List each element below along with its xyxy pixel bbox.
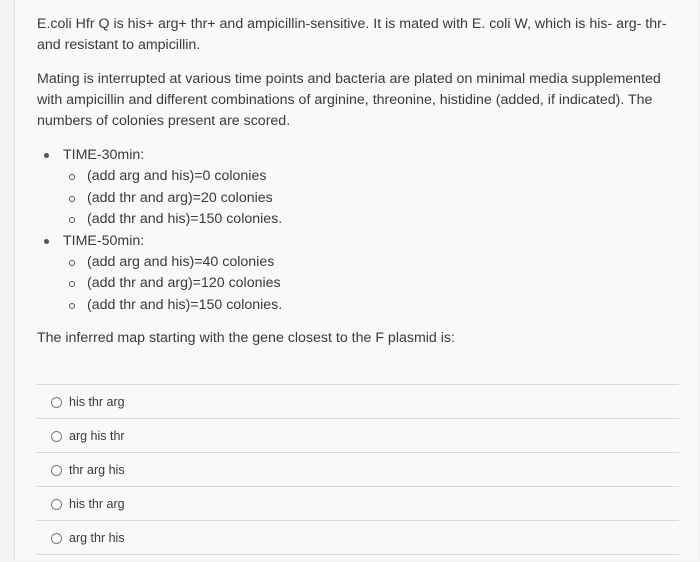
radio-button[interactable]: [51, 533, 62, 544]
answer-option-1[interactable]: [37, 384, 679, 418]
time-item: [37, 145, 677, 231]
result-item: (add arg and his)=0 colonies: [63, 166, 677, 188]
time-item: [37, 231, 677, 317]
result-sublist: [63, 166, 677, 231]
result-item: (add arg and his)=40 colonies: [63, 252, 677, 274]
radio-button[interactable]: [51, 397, 62, 408]
time-label: TIME-50min:: [63, 232, 145, 249]
answer-options: [37, 384, 679, 555]
result-item: (add thr and arg)=20 colonies: [63, 188, 677, 210]
answer-option-2[interactable]: [37, 418, 679, 452]
time-label: TIME-30min:: [63, 147, 145, 163]
answer-option-4[interactable]: [37, 486, 679, 520]
answer-label: thr arg his: [69, 463, 125, 477]
question-prompt: The inferred map starting with the gene closest to the F plasmid is:: [37, 330, 455, 346]
result-item: (add thr and arg)=120 colonies: [63, 273, 677, 295]
results-list: [37, 145, 677, 316]
answer-option-3[interactable]: [37, 452, 679, 486]
radio-button[interactable]: [51, 499, 62, 510]
radio-button[interactable]: [51, 465, 62, 476]
answer-label: his thr arg: [69, 497, 125, 511]
result-item: (add thr and his)=150 colonies.: [63, 209, 677, 231]
answer-option-5[interactable]: [37, 520, 679, 555]
question-intro: E.coli Hfr Q is his+ arg+ thr+ and ampicillin-sensitive. It is mated with E. coli W, which is his- arg- thr- and resistant to ampicillin.: [37, 16, 667, 53]
result-sublist: [63, 252, 677, 317]
question-panel: [14, 0, 697, 560]
question-description: Mating is interrupted at various time points and bacteria are plated on minimal media supplemented with ampicillin and different combinations of arginine, threonine, histidine (added, if indicated). The numbers of colonies present are scored.: [37, 71, 661, 129]
answer-label: arg his thr: [69, 429, 125, 443]
result-item: (add thr and his)=150 colonies.: [63, 295, 677, 317]
question-body: [37, 14, 677, 362]
radio-button[interactable]: [51, 431, 62, 442]
answer-label: his thr arg: [69, 395, 125, 409]
answer-label: arg thr his: [69, 531, 125, 545]
